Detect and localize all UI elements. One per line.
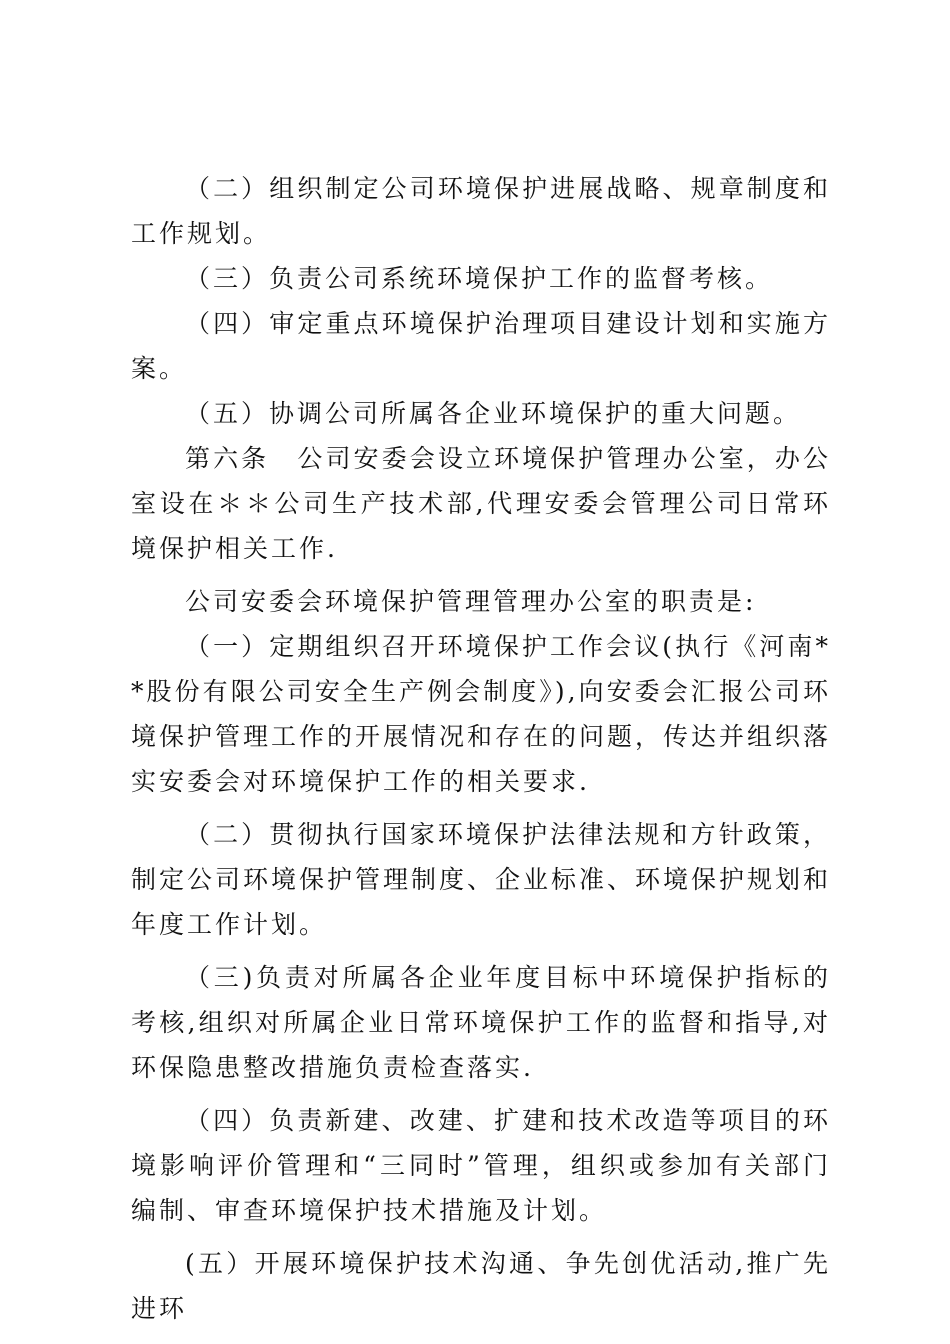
paragraph-item-5: （五）协调公司所属各企业环境保护的重大问题。	[185, 399, 802, 428]
paragraph-item-3: （三）负责公司系统环境保护工作的监督考核。	[185, 264, 774, 293]
duty-item-4: （四）负责新建、改建、扩建和技术改造等项目的环境影响评价管理和“三同时”管理，组织或参加有关部门编制、审查环境保护技术措施及计划。	[131, 1106, 831, 1225]
paragraph-item-2: （二）组织制定公司环境保护进展战略、规章制度和工作规划。	[131, 174, 831, 248]
duty-item-5: (五）开展环境保护技术沟通、争先创优活动,推广先进环	[131, 1249, 831, 1323]
paragraph-item-4: （四）审定重点环境保护治理项目建设计划和实施方案。	[131, 309, 831, 383]
document-body	[131, 166, 831, 1331]
duty-item-3: （三)负责对所属各企业年度目标中环境保护指标的考核,组织对所属企业日常环境保护工作的监督和指导,对环保隐患整改措施负责检查落实.	[131, 963, 831, 1082]
article-six-paragraph: 第六条 公司安委会设立环境保护管理办公室，办公室设在＊＊公司生产技术部,代理安委会管理公司日常环境保护相关工作.	[131, 444, 831, 563]
duty-item-1: （一）定期组织召开环境保护工作会议(执行《河南**股份有限公司安全生产例会制度》),向安委会汇报公司环境保护管理工作的开展情况和存在的问题，传达并组织落实安委会对环境保护工作的相关要求.	[131, 632, 832, 796]
duty-item-2: （二）贯彻执行国家环境保护法律法规和方针政策，制定公司环境保护管理制度、企业标准、环境保护规划和年度工作计划。	[131, 820, 832, 939]
office-duties-heading: 公司安委会环境保护管理管理办公室的职责是:	[185, 587, 757, 616]
